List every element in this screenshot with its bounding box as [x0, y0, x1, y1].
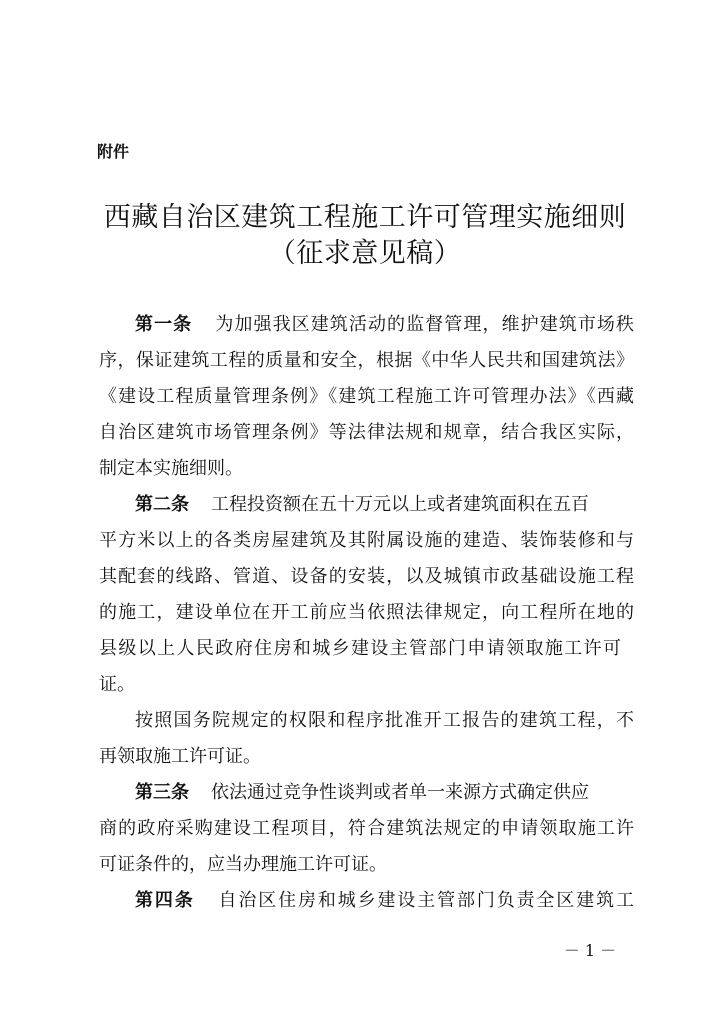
- article3-label: 第三条: [135, 782, 189, 803]
- state-council-line2: 再领取施工许可证。: [99, 746, 261, 767]
- page-number: － 1 －: [563, 941, 617, 960]
- article2-line6: 证。: [99, 674, 135, 695]
- article1-text: 为加强我区建筑活动的监督管理，维护建筑市场秩: [214, 314, 635, 335]
- article2-line5: 县级以上人民政府住房和城乡建设主管部门申请领取施工许可: [99, 638, 621, 659]
- article2-line2: 平方米以上的各类房屋建筑及其附属设施的建造、装饰装修和与: [99, 530, 634, 551]
- article1-line3: 《建设工程质量管理条例》《建筑工程施工许可管理办法》《西藏: [99, 386, 634, 407]
- document-title-line1: 西藏自治区建筑工程施工许可管理实施细则: [103, 202, 627, 233]
- article1-line5: 制定本实施细则。: [99, 458, 243, 479]
- attachment-label: 附件: [97, 142, 130, 161]
- state-council-line1: 按照国务院规定的权限和程序批准开工报告的建筑工程，不: [135, 710, 634, 731]
- article3-text: 依法通过竞争性谈判或者单一来源方式确定供应: [211, 782, 589, 803]
- article4-label: 第四条: [135, 890, 195, 911]
- article1-label: 第一条: [135, 314, 193, 335]
- document-title-line2: （征求意见稿）: [268, 238, 462, 269]
- article2-text: 工程投资额在五十万元以上或者建筑面积在五百: [211, 494, 589, 515]
- article2-label: 第二条: [135, 494, 189, 515]
- article3-line1: [135, 775, 625, 811]
- article1-line1: [135, 307, 634, 343]
- article2-line3: 其配套的线路、管道、设备的安装，以及城镇市政基础设施工程: [99, 566, 634, 587]
- article1-line4: 自治区建筑市场管理条例》等法律法规和规章，结合我区实际，: [99, 422, 634, 443]
- article1-line2: 序，保证建筑工程的质量和安全，根据《中华人民共和国建筑法》: [99, 350, 634, 371]
- article4-text: 自治区住房和城乡建设主管部门负责全区建筑工: [216, 890, 634, 911]
- article2-line4: 的施工，建设单位在开工前应当依照法律规定，向工程所在地的: [99, 602, 634, 623]
- article2-line1: [135, 487, 625, 523]
- article3-line2: 商的政府采购建设工程项目，符合建筑法规定的申请领取施工许: [99, 818, 634, 839]
- article3-line3: 可证条件的，应当办理施工许可证。: [99, 854, 387, 875]
- article4-line1: [135, 883, 634, 919]
